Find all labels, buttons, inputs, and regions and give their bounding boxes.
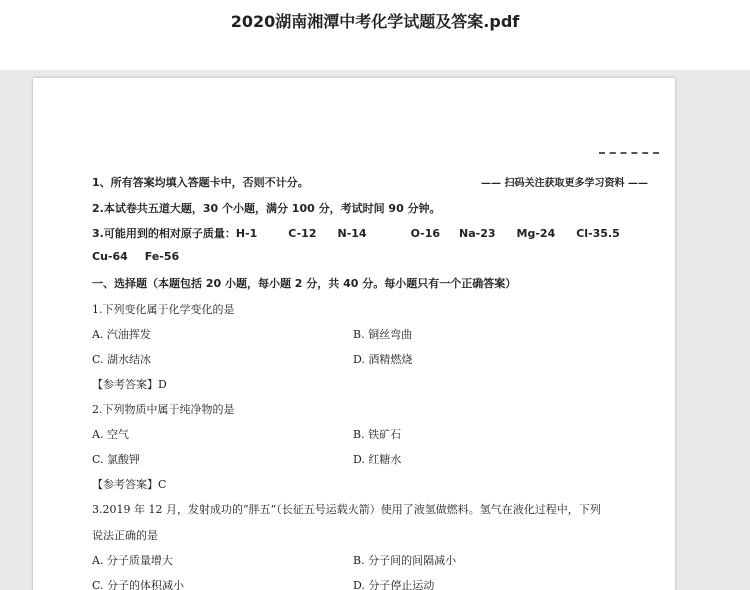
- pdf-viewer[interactable]: [0, 70, 750, 590]
- q1-option-d: D. 酒精燃烧: [353, 353, 413, 366]
- promo-text: —— 扫码关注获取更多学习资料 ——: [481, 178, 648, 189]
- note-1: 1、所有答案均填入答题卡中，否则不计分。: [92, 176, 309, 189]
- question-3-stem-cont: 说法正确的是: [92, 529, 158, 542]
- q2-option-d: D. 红糖水: [353, 453, 402, 466]
- atom-item: N-14: [337, 227, 367, 240]
- atom-item: C-12: [288, 227, 317, 240]
- question-2-stem: 2.下列物质中属于纯净物的是: [92, 403, 235, 416]
- atom-item: Na-23: [459, 227, 496, 240]
- viewer-header: [0, 0, 750, 70]
- note-2: 2.本试卷共五道大题，30 个小题，满分 100 分，考试时间 90 分钟。: [92, 202, 441, 215]
- q3-option-a: A. 分子质量增大: [92, 554, 173, 567]
- atom-item: Fe-56: [144, 250, 180, 263]
- question-3-stem: 3.2019 年 12 月，发射成功的“胖五”（长征五号运载火箭）使用了液氢做燃料。氢气在液化过程中，下列: [92, 503, 601, 516]
- q3-option-c: C. 分子的体积减小: [92, 579, 185, 590]
- q2-option-a: A. 空气: [92, 428, 129, 441]
- q3-option-b: B. 分子间的间隔减小: [353, 554, 457, 567]
- question-1-stem: 1.下列变化属于化学变化的是: [92, 303, 235, 316]
- atom-item: Mg-24: [516, 227, 556, 240]
- corner-mark: [599, 152, 659, 155]
- q2-option-b: B. 铁矿石: [353, 428, 402, 441]
- q1-option-b: B. 铜丝弯曲: [353, 328, 413, 341]
- document-title: 2020湖南湘潭中考化学试题及答案.pdf: [230, 12, 520, 31]
- section-heading: 一、选择题（本题包括 20 小题，每小题 2 分，共 40 分。每小题只有一个正确答案）: [92, 277, 517, 290]
- q1-option-a: A. 汽油挥发: [92, 328, 151, 341]
- q3-option-d: D. 分子停止运动: [353, 579, 435, 590]
- q2-answer: 【参考答案】C: [92, 478, 167, 491]
- atom-item: Cu-64: [92, 250, 128, 263]
- atom-item: Cl-35.5: [576, 227, 620, 240]
- q1-option-c: C. 湖水结冰: [92, 353, 152, 366]
- atom-item: H-1: [235, 227, 258, 240]
- pdf-page: [33, 78, 675, 590]
- atom-item: O-16: [410, 227, 441, 240]
- note-3-label: 3.可能用到的相对原子质量：: [92, 227, 236, 240]
- note-3-cont: [92, 250, 179, 263]
- q1-answer: 【参考答案】D: [92, 378, 167, 391]
- note-3: [92, 225, 620, 241]
- q2-option-c: C. 氯酸钾: [92, 453, 141, 466]
